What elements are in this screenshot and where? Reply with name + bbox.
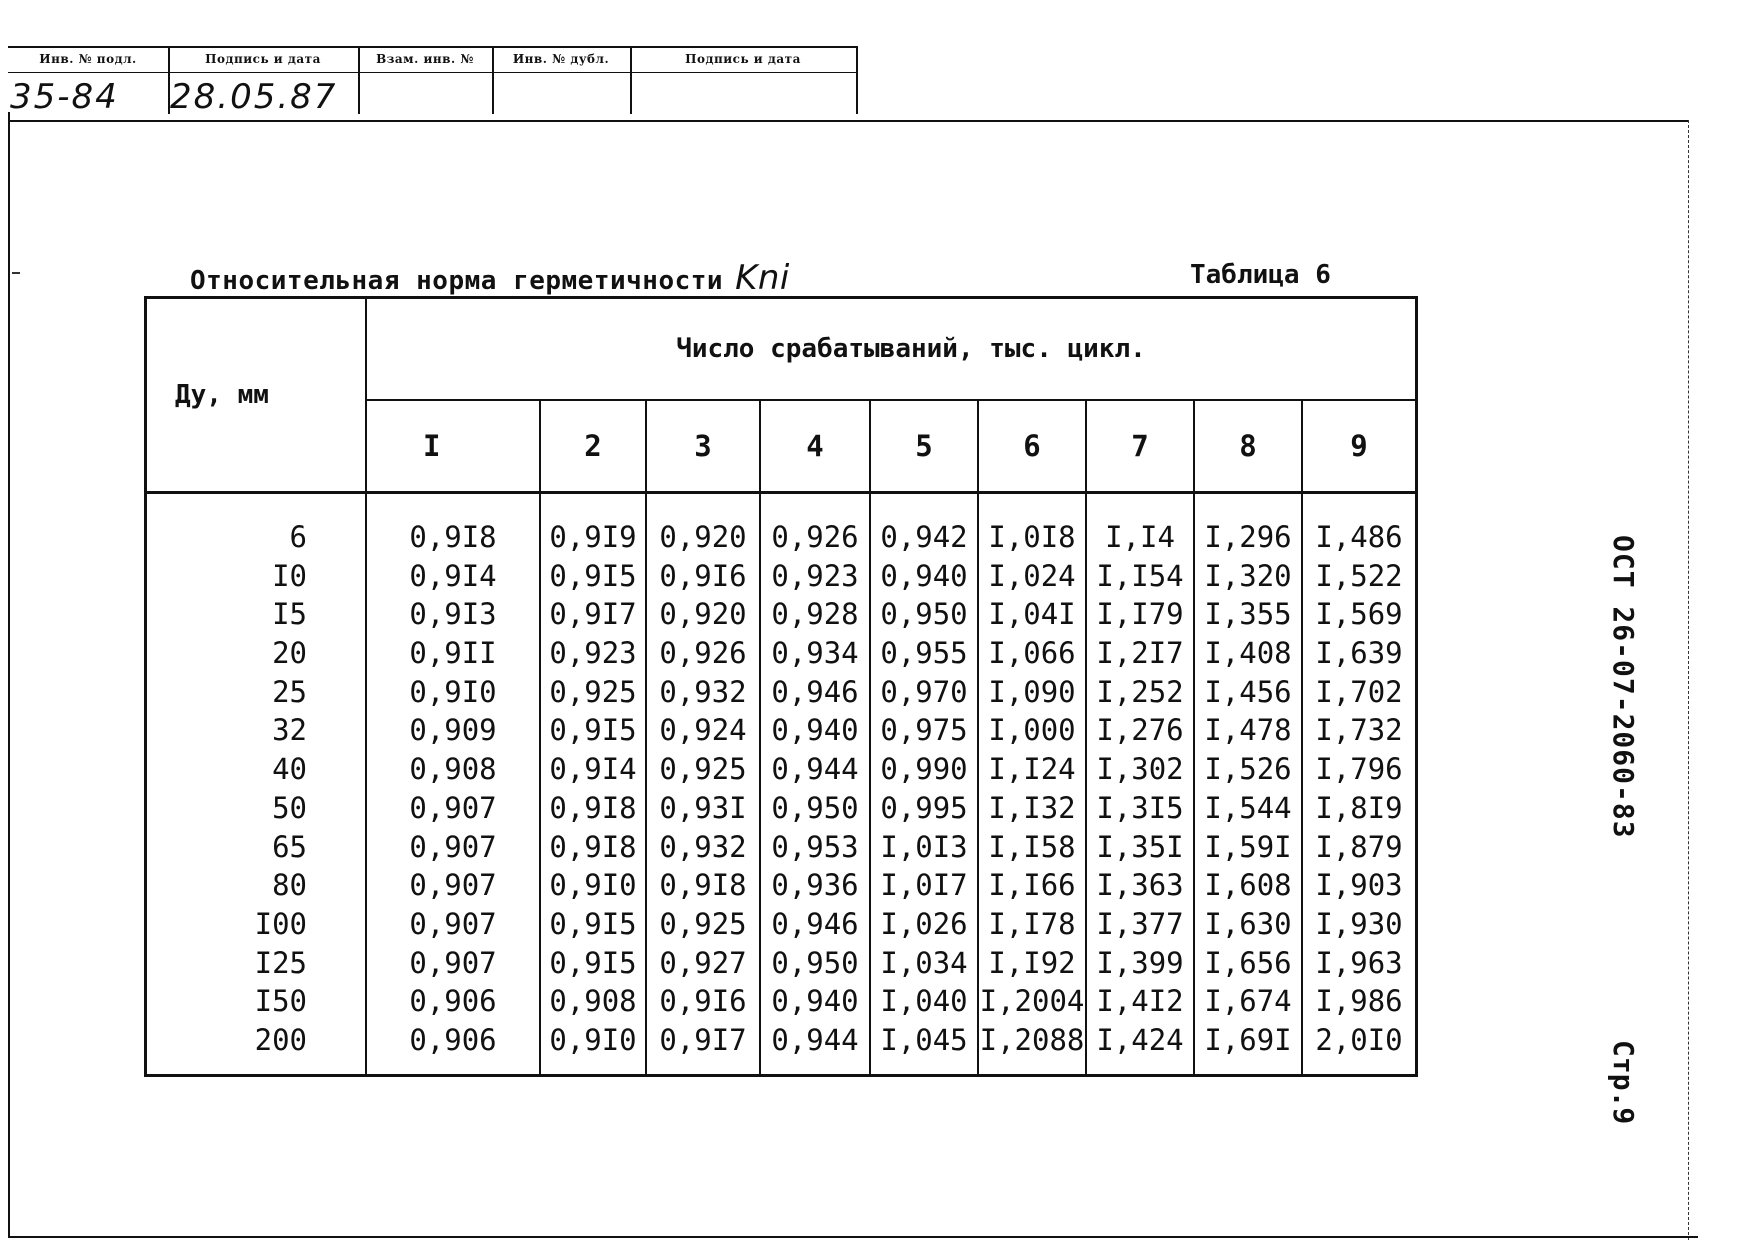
table-cell: I,024 (988, 558, 1076, 593)
value-column-6 (978, 493, 1086, 1076)
table-cell: I,I4 (1105, 520, 1175, 554)
table-cell: 0,9I0 (549, 868, 637, 903)
table-cell: 0,944 (771, 752, 859, 787)
table-cell: 0,908 (549, 984, 637, 1019)
table-cell: I,486 (1315, 520, 1403, 554)
table-cell: 0,9I4 (409, 558, 497, 593)
column-header-9: 9 (1302, 400, 1417, 493)
table-cell: 0,906 (409, 1022, 497, 1057)
table-cell: I,59I (1204, 829, 1292, 864)
table-cell: I,I32 (988, 790, 1076, 825)
value-column-4 (760, 493, 870, 1076)
table-cell: 0,9I3 (409, 597, 497, 632)
dy-value: 32 (272, 713, 307, 748)
dy-value: 20 (272, 636, 307, 671)
table-cell: I,478 (1204, 713, 1292, 748)
table-cell: I,544 (1204, 790, 1292, 825)
table-cell: 0,950 (771, 790, 859, 825)
table-cell: I,8I9 (1315, 790, 1403, 825)
stamp-header-inv-no: Инв. № подл. (39, 52, 137, 66)
table-cell: 0,990 (880, 752, 968, 787)
table-cell: 0,9I0 (409, 674, 497, 709)
table-cell: I,963 (1315, 945, 1403, 980)
table-cell: I,930 (1315, 906, 1403, 941)
table-cell: I,I79 (1096, 597, 1184, 632)
dy-value: 25 (272, 674, 307, 709)
caption-symbol: Kni (735, 258, 790, 298)
approval-stamp (8, 46, 858, 117)
table-cell: 0,934 (771, 636, 859, 671)
table-cell: I,4I2 (1096, 984, 1184, 1019)
table-cell: I,656 (1204, 945, 1292, 980)
table-cell: I,I66 (988, 868, 1076, 903)
column-header-7: 7 (1086, 400, 1194, 493)
table-cell: I,3I5 (1096, 790, 1184, 825)
table-cell: 0,940 (771, 984, 859, 1019)
dy-value: 50 (272, 790, 307, 825)
stamp-cell-replacement (358, 48, 494, 114)
stamp-signature-date: 28.05.87 (170, 77, 338, 117)
table-cell: 0,950 (771, 945, 859, 980)
table-cell: 0,925 (549, 674, 637, 709)
table-cell: I,000 (988, 713, 1076, 748)
table-cell: I,408 (1204, 636, 1292, 671)
dy-value: 65 (272, 829, 307, 864)
table-caption (190, 258, 790, 298)
table-cell: 0,925 (659, 906, 747, 941)
dy-column (146, 493, 367, 1076)
table-cell: 0,9I5 (549, 906, 637, 941)
table-cell: 0,93I (659, 790, 747, 825)
table-cell: I,702 (1315, 674, 1403, 709)
table-cell: I,I24 (988, 752, 1076, 787)
table-cell: 0,955 (880, 636, 968, 671)
column-header-2: 2 (540, 400, 646, 493)
table-cell: 0,920 (659, 597, 747, 632)
page-number: Стр.9 (1607, 1040, 1640, 1125)
table-cell: 0,970 (880, 674, 968, 709)
dy-value: I0 (272, 558, 307, 593)
table-cell: 0,9I0 (549, 1022, 637, 1057)
table-cell: I,2004 (979, 984, 1085, 1019)
table-cell: I,608 (1204, 868, 1292, 903)
frame-top-line (8, 120, 1688, 122)
table-cell: 2,0I0 (1315, 1022, 1403, 1057)
table-cell: 0,944 (771, 1022, 859, 1057)
stamp-header-duplicate: Инв. № дубл. (512, 52, 610, 66)
table-cell: 0,9I4 (549, 752, 637, 787)
table-number: Таблица 6 (1190, 260, 1331, 290)
column-header-3: 3 (646, 400, 760, 493)
table-cell: I,320 (1204, 558, 1292, 593)
table-cell: 0,924 (659, 713, 747, 748)
frame-bottom-line (8, 1236, 1698, 1238)
stamp-header-signature: Подпись и дата (205, 52, 321, 66)
table-cell: I,I78 (988, 906, 1076, 941)
table-cell: I,045 (880, 1022, 968, 1057)
table-cell: 0,953 (771, 829, 859, 864)
table-cell: I,399 (1096, 945, 1184, 980)
column-header-6: 6 (978, 400, 1086, 493)
table-cell: I,456 (1204, 674, 1292, 709)
dy-value: I50 (254, 984, 307, 1019)
margin-tick (12, 272, 20, 274)
table-cell: 0,9I9 (549, 520, 637, 554)
table-cell: I,639 (1315, 636, 1403, 671)
table-cell: I,026 (880, 906, 968, 941)
table-cell: I,35I (1096, 829, 1184, 864)
table-cell: 0,907 (409, 829, 497, 864)
table-cell: 0,995 (880, 790, 968, 825)
table-cell: I,363 (1096, 868, 1184, 903)
table-cell: I,69I (1204, 1022, 1292, 1057)
table-cell: 0,936 (771, 868, 859, 903)
table-cell: 0,932 (659, 674, 747, 709)
table-cell: 0,9I7 (549, 597, 637, 632)
stamp-inv-no-value: 35-84 (10, 77, 119, 117)
table-cell: 0,9I6 (659, 558, 747, 593)
table-cell: 0,932 (659, 829, 747, 864)
column-header-4: 4 (760, 400, 870, 493)
table-cell: I,986 (1315, 984, 1403, 1019)
table-cell: 0,9I8 (659, 868, 747, 903)
table-cell: 0,9I5 (549, 558, 637, 593)
table-cell: 0,9II (409, 636, 497, 671)
table-cell: 0,907 (409, 790, 497, 825)
stamp-cell-signature-2 (630, 48, 858, 114)
table-cell: I,355 (1204, 597, 1292, 632)
table-cell: I,I58 (988, 829, 1076, 864)
table-cell: 0,926 (771, 520, 859, 554)
value-column-9 (1302, 493, 1417, 1076)
table-cell: 0,9I8 (549, 790, 637, 825)
table-cell: 0,9I5 (549, 713, 637, 748)
value-column-2 (540, 493, 646, 1076)
table-cell: I,630 (1204, 906, 1292, 941)
table-cell: 0,927 (659, 945, 747, 980)
value-column-5 (870, 493, 978, 1076)
table-cell: I,296 (1204, 520, 1292, 554)
table-cell: 0,907 (409, 906, 497, 941)
table-cell: 0,909 (409, 713, 497, 748)
table-cell: I,04I (988, 597, 1076, 632)
table-cell: I,066 (988, 636, 1076, 671)
table-cell: I,034 (880, 945, 968, 980)
stamp-cell-signature (168, 48, 360, 117)
caption-title: Относительная норма герметичности (190, 266, 724, 296)
dy-header: Ду, мм (146, 298, 367, 493)
table-cell: I,674 (1204, 984, 1292, 1019)
table-cell: 0,9I7 (659, 1022, 747, 1057)
cycles-group-header: Число срабатываний, тыс. цикл. (366, 298, 1417, 401)
stamp-cell-duplicate (492, 48, 632, 114)
table-cell: 0,940 (771, 713, 859, 748)
table-cell: 0,9I6 (659, 984, 747, 1019)
table-cell: I,0I8 (988, 520, 1076, 554)
table-cell: I,424 (1096, 1022, 1184, 1057)
stamp-header-replacement: Взам. инв. № (376, 52, 474, 66)
table-cell: 0,907 (409, 945, 497, 980)
table-cell: I,I92 (988, 945, 1076, 980)
table-cell: 0,906 (409, 984, 497, 1019)
table-cell: 0,975 (880, 713, 968, 748)
table-cell: 0,923 (549, 636, 637, 671)
dy-value: 6 (289, 520, 307, 554)
table-cell: I,796 (1315, 752, 1403, 787)
value-column-3 (646, 493, 760, 1076)
tightness-table (144, 296, 1418, 1077)
frame-right-line (1688, 120, 1689, 1240)
frame-left-line (8, 112, 10, 1236)
value-column-7 (1086, 493, 1194, 1076)
table-cell: I,2I7 (1096, 636, 1184, 671)
table-cell: 0,9I8 (409, 520, 497, 554)
table-cell: I,252 (1096, 674, 1184, 709)
dy-value: 200 (254, 1022, 307, 1057)
dy-value: 80 (272, 868, 307, 903)
table-cell: I,302 (1096, 752, 1184, 787)
table-cell: I,0I7 (880, 868, 968, 903)
table-cell: I,276 (1096, 713, 1184, 748)
table-cell: I,040 (880, 984, 968, 1019)
dy-value: I00 (254, 906, 307, 941)
stamp-cell-inv-no (8, 48, 170, 117)
table-cell: 0,920 (659, 520, 747, 554)
table-cell: 0,946 (771, 674, 859, 709)
table-cell: 0,940 (880, 558, 968, 593)
table-body-row (146, 493, 1417, 1076)
value-column-8 (1194, 493, 1302, 1076)
dy-value: 40 (272, 752, 307, 787)
table-cell: 0,9I8 (549, 829, 637, 864)
table-cell: 0,907 (409, 868, 497, 903)
table-cell: 0,926 (659, 636, 747, 671)
table-cell: I,0I3 (880, 829, 968, 864)
table-cell: I,732 (1315, 713, 1403, 748)
column-header-1: I (366, 400, 540, 493)
value-column-1 (366, 493, 540, 1076)
column-header-8: 8 (1194, 400, 1302, 493)
column-header-5: 5 (870, 400, 978, 493)
table-cell: I,2088 (979, 1022, 1085, 1057)
table-cell: I,526 (1204, 752, 1292, 787)
table-cell: 0,950 (880, 597, 968, 632)
stamp-header-signature-2: Подпись и дата (685, 52, 801, 66)
document-code: ОСТ 26-07-2060-83 (1607, 535, 1640, 839)
table-cell: I,377 (1096, 906, 1184, 941)
table-cell: 0,925 (659, 752, 747, 787)
table-cell: I,522 (1315, 558, 1403, 593)
table-cell: 0,908 (409, 752, 497, 787)
table-cell: 0,923 (771, 558, 859, 593)
dy-value: I5 (272, 597, 307, 632)
table-cell: I,090 (988, 674, 1076, 709)
table-cell: 0,946 (771, 906, 859, 941)
table-cell: I,903 (1315, 868, 1403, 903)
table-cell: 0,942 (880, 520, 968, 554)
table-cell: I,I54 (1096, 558, 1184, 593)
dy-value: I25 (254, 945, 307, 980)
table-cell: 0,9I5 (549, 945, 637, 980)
table-cell: I,569 (1315, 597, 1403, 632)
table-cell: I,879 (1315, 829, 1403, 864)
table-cell: 0,928 (771, 597, 859, 632)
